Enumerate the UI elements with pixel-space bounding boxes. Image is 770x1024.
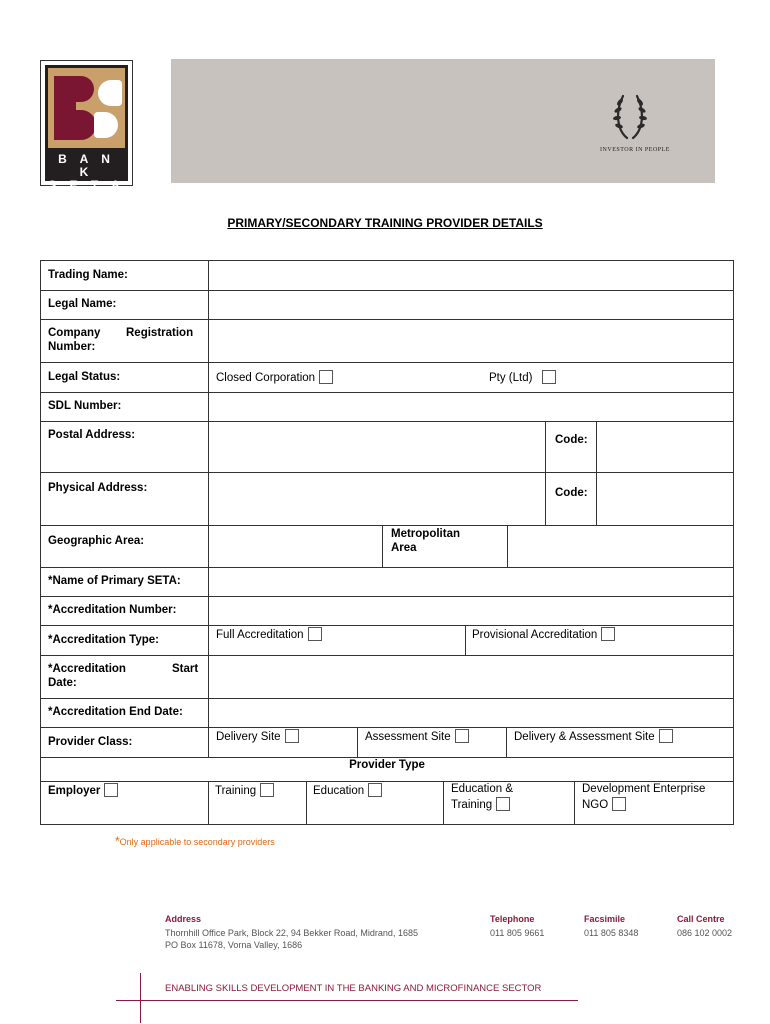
laurel-wreath-icon — [613, 90, 647, 142]
full-accreditation-option[interactable] — [216, 627, 322, 641]
acc-start-label-3: Date: — [48, 677, 77, 689]
provisional-accreditation-checkbox[interactable] — [601, 627, 615, 641]
accreditation-end-field[interactable] — [208, 698, 734, 728]
education-training-option[interactable] — [451, 797, 510, 811]
assessment-site-option[interactable] — [365, 729, 469, 743]
education-checkbox[interactable] — [368, 783, 382, 797]
legal-status-label: Legal Status: — [48, 371, 121, 383]
company-reg-label-2: Registration — [126, 327, 194, 339]
assessment-site-checkbox[interactable] — [455, 729, 469, 743]
logo-line-1: B A N K — [58, 152, 115, 179]
footer-facsimile: 011 805 8348 — [584, 928, 639, 938]
provisional-accreditation-label: Provisional Accreditation — [472, 629, 598, 641]
development-enterprise-checkbox[interactable] — [612, 797, 626, 811]
employer-label: Employer — [48, 785, 101, 797]
provider-details-form — [40, 260, 734, 825]
primary-seta-field[interactable] — [208, 567, 734, 597]
provider-class-label: Provider Class: — [48, 736, 133, 748]
full-accreditation-label: Full Accreditation — [216, 629, 304, 641]
delivery-assessment-site-checkbox[interactable] — [659, 729, 673, 743]
footer-telephone-heading: Telephone — [490, 914, 535, 924]
company-reg-label-3: Number: — [48, 341, 96, 353]
accreditation-type-label: *Accreditation Type: — [48, 634, 159, 646]
postal-code-label: Code: — [555, 434, 588, 446]
pty-ltd-label: Pty (Ltd) — [489, 372, 533, 384]
note-asterisk: * — [115, 834, 120, 848]
trading-name-field[interactable] — [208, 260, 734, 291]
accreditation-start-field[interactable] — [208, 655, 734, 699]
trading-name-label: Trading Name: — [48, 269, 128, 281]
employer-checkbox[interactable] — [104, 783, 118, 797]
physical-code-label: Code: — [555, 487, 588, 499]
provisional-accreditation-option[interactable] — [472, 627, 615, 641]
training-option[interactable] — [215, 783, 274, 797]
provider-type-header: Provider Type — [349, 759, 425, 771]
sdl-number-label: SDL Number: — [48, 400, 122, 412]
primary-seta-label: *Name of Primary SETA: — [48, 575, 181, 587]
education-training-checkbox[interactable] — [496, 797, 510, 811]
delivery-site-option[interactable] — [216, 729, 299, 743]
delivery-site-checkbox[interactable] — [285, 729, 299, 743]
accreditation-end-label: *Accreditation End Date: — [48, 706, 183, 718]
footer-callcentre: 086 102 0002 — [677, 928, 733, 938]
footer-callcentre-heading: Call Centre — [677, 914, 725, 924]
company-registration-field[interactable] — [208, 319, 734, 363]
bankseta-logo-mark — [48, 68, 125, 148]
footer-address-heading: Address — [165, 914, 202, 924]
development-enterprise-label-2: NGO — [582, 799, 609, 811]
postal-address-field[interactable] — [208, 421, 546, 473]
company-reg-label-1: Company — [48, 327, 101, 339]
logo-line-2: S E T A — [48, 178, 125, 192]
footer-vertical-rule — [140, 973, 141, 1023]
footer-slogan: ENABLING SKILLS DEVELOPMENT IN THE BANKING AND MICROFINANCE SECTOR — [165, 983, 542, 994]
development-enterprise-option[interactable] — [582, 797, 626, 811]
acc-start-label-1: *Accreditation — [48, 663, 126, 675]
footer-address-line-1: Thornhill Office Park, Block 22, 94 Bekker Road, Midrand, 1685 — [165, 928, 418, 938]
sdl-number-field[interactable] — [208, 392, 734, 422]
accreditation-number-label: *Accreditation Number: — [48, 604, 177, 616]
physical-address-label-cell — [40, 472, 209, 526]
training-checkbox[interactable] — [260, 783, 274, 797]
closed-corporation-checkbox[interactable] — [319, 370, 333, 384]
employer-option[interactable] — [48, 783, 118, 797]
development-enterprise-label-1: Development Enterprise — [582, 783, 706, 795]
geographic-area-label: Geographic Area: — [48, 535, 145, 547]
delivery-assessment-site-label: Delivery & Assessment Site — [514, 731, 655, 743]
legal-name-field[interactable] — [208, 290, 734, 320]
training-label: Training — [215, 785, 257, 797]
closed-corporation-label: Closed Corporation — [216, 372, 316, 384]
footer-facsimile-heading: Facsimile — [584, 914, 626, 924]
footer-telephone: 011 805 9661 — [490, 928, 545, 938]
geographic-area-field[interactable] — [208, 525, 383, 568]
physical-address-label: Physical Address: — [48, 482, 148, 494]
postal-code-label-cell — [545, 421, 597, 473]
education-training-label-1: Education & — [451, 783, 514, 795]
education-label: Education — [313, 785, 365, 797]
note-text: Only applicable to secondary providers — [119, 837, 275, 847]
delivery-assessment-site-option[interactable] — [514, 729, 673, 743]
postal-code-field[interactable] — [596, 421, 734, 473]
investors-in-people-text: INVESTOR IN PEOPLE — [600, 147, 670, 153]
bankseta-logo — [40, 60, 133, 192]
education-training-label-2: Training — [451, 799, 493, 811]
physical-code-label-cell — [545, 472, 597, 526]
pty-ltd-option[interactable] — [489, 370, 556, 384]
footer-horizontal-rule — [116, 1000, 578, 1001]
page-title: PRIMARY/SECONDARY TRAINING PROVIDER DETAILS — [227, 216, 543, 230]
metropolitan-label-1: Metropolitan — [391, 528, 460, 540]
assessment-site-label: Assessment Site — [365, 731, 451, 743]
metropolitan-label-2: Area — [391, 542, 417, 554]
acc-start-label-2: Start — [172, 663, 199, 675]
metropolitan-area-field[interactable] — [507, 525, 734, 568]
accreditation-number-field[interactable] — [208, 596, 734, 626]
delivery-site-label: Delivery Site — [216, 731, 281, 743]
footer-address-line-2: PO Box 11678, Vorna Valley, 1686 — [165, 940, 303, 950]
pty-ltd-checkbox[interactable] — [542, 370, 556, 384]
closed-corporation-option[interactable] — [216, 370, 333, 384]
physical-code-field[interactable] — [596, 472, 734, 526]
education-option[interactable] — [313, 783, 382, 797]
physical-address-field[interactable] — [208, 472, 546, 526]
postal-address-label: Postal Address: — [48, 429, 136, 441]
legal-name-label: Legal Name: — [48, 298, 117, 310]
full-accreditation-checkbox[interactable] — [308, 627, 322, 641]
secondary-providers-note — [115, 834, 275, 848]
